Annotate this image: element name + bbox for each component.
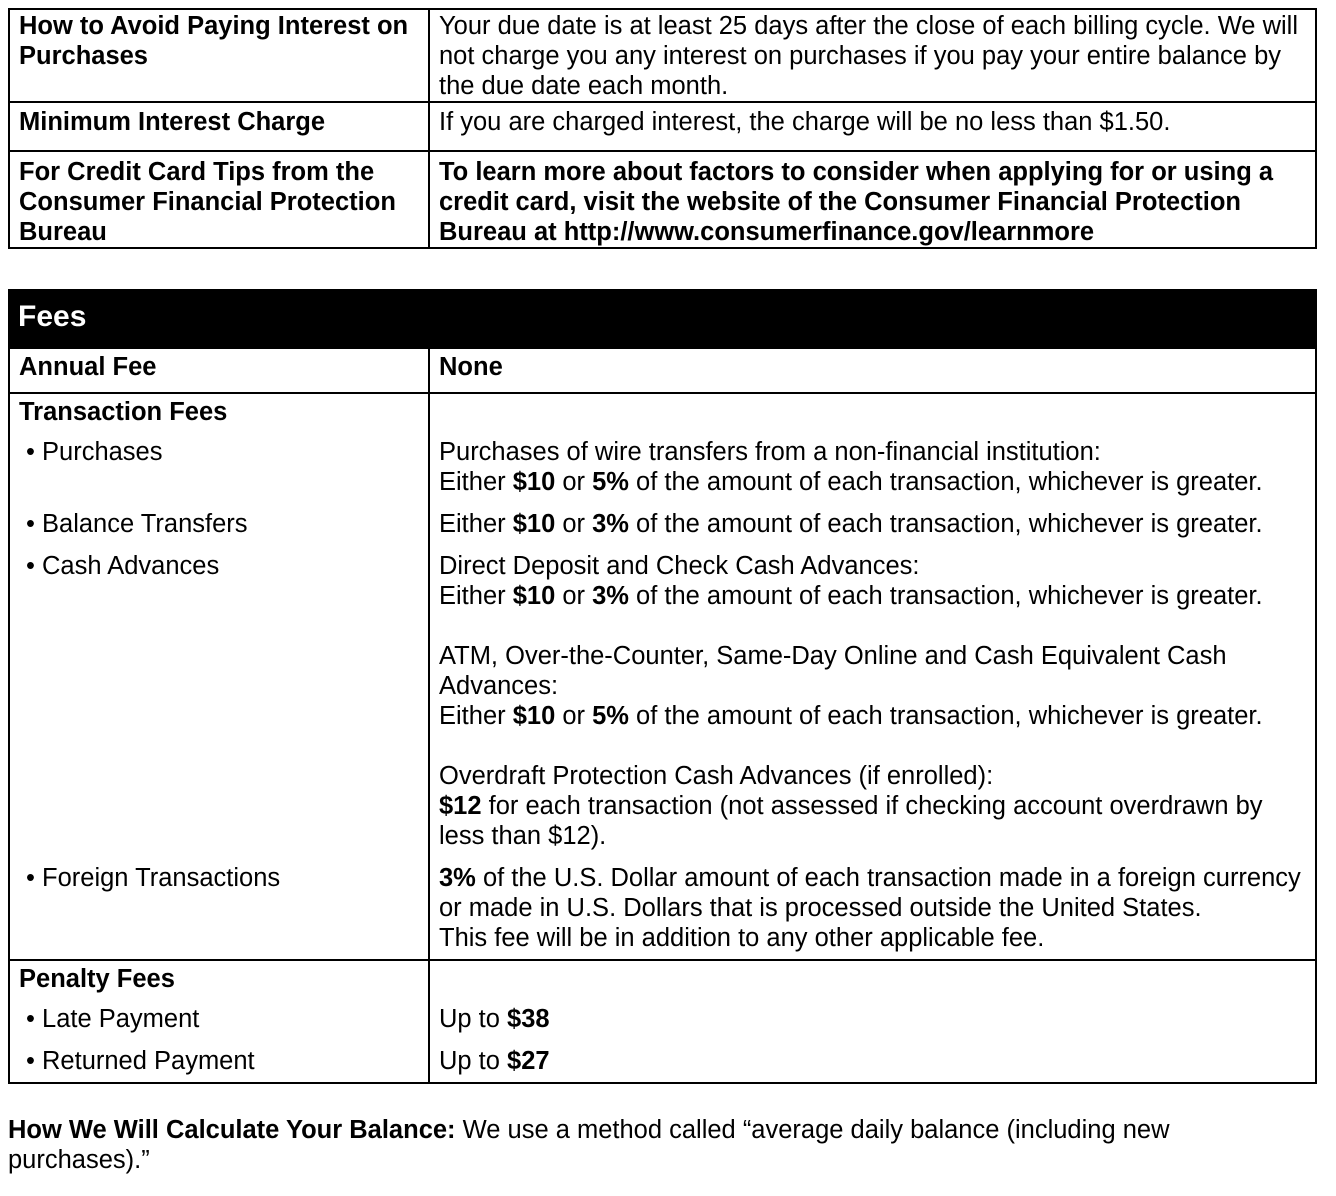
row-label: Minimum Interest Charge [9, 102, 429, 151]
annual-fee-label: Annual Fee [9, 348, 429, 393]
table-row [9, 151, 1316, 248]
balance-transfers-value: Either $10 or 3% of the amount of each transaction, whichever is greater. [429, 509, 1316, 551]
table-row [9, 102, 1316, 151]
row-label: How to Avoid Paying Interest on Purchases [9, 9, 429, 102]
purchases-label: • Purchases [9, 437, 429, 509]
interest-table [8, 8, 1317, 249]
transaction-fees-label: Transaction Fees [9, 393, 429, 437]
purchases-value: Purchases of wire transfers from a non-financial institution: Either $10 or 5% of the amount of each transaction, whichever is greater. [429, 437, 1316, 509]
table-row [9, 437, 1316, 509]
foreign-transactions-value: 3% of the U.S. Dollar amount of each transaction made in a foreign currency or made in U.S. Dollars that is processed outside the United States. This fee will be in addition to any other applicable fee. [429, 863, 1316, 960]
balance-calculation-note [8, 1115, 1308, 1175]
row-value: Your due date is at least 25 days after the close of each billing cycle. We will not charge you any interest on purchases if you pay your entire balance by the due date each month. [429, 9, 1316, 102]
table-row [9, 509, 1316, 551]
table-row [9, 960, 1316, 1004]
table-row [9, 1004, 1316, 1046]
balance-calculation-text: We use a method called “average daily balance (including new purchases).” [8, 1116, 1170, 1174]
fees-header-row [9, 290, 1316, 348]
table-row [9, 9, 1316, 102]
annual-fee-value: None [429, 348, 1316, 393]
returned-payment-value: Up to $27 [429, 1046, 1316, 1083]
table-row [9, 1046, 1316, 1083]
table-row [9, 348, 1316, 393]
row-value: If you are charged interest, the charge will be no less than $1.50. [429, 102, 1316, 151]
table-row [9, 551, 1316, 863]
fees-table [8, 289, 1317, 1084]
foreign-transactions-label: • Foreign Transactions [9, 863, 429, 960]
balance-transfers-label: • Balance Transfers [9, 509, 429, 551]
returned-payment-label: • Returned Payment [9, 1046, 429, 1083]
late-payment-value: Up to $38 [429, 1004, 1316, 1046]
cfpb-link-text: To learn more about factors to consider when applying for or using a credit card, visit the website of the Consumer Financial Protection Bureau at http://www.consumerfinance.gov/learnmore [429, 151, 1316, 248]
cash-advances-label: • Cash Advances [9, 551, 429, 863]
fees-title: Fees [9, 290, 1316, 348]
table-row [9, 393, 1316, 437]
penalty-fees-label: Penalty Fees [9, 960, 429, 1004]
balance-calculation-label: How We Will Calculate Your Balance: [8, 1116, 456, 1144]
cash-advances-value: Direct Deposit and Check Cash Advances: Either $10 or 3% of the amount of each transaction, whichever is greater. ATM, Over-the-Counter, Same-Day Online and Cash Equivalent Cash Advances: Either $10 or 5% of the amount of each transaction, whichever is greater. Overdraft Protection Cash Advances (if enrolled): $12 for each transaction (not assessed if checking account overdrawn by less than $12). [429, 551, 1316, 863]
late-payment-label: • Late Payment [9, 1004, 429, 1046]
row-label: For Credit Card Tips from the Consumer Financial Protection Bureau [9, 151, 429, 248]
table-row [9, 863, 1316, 960]
